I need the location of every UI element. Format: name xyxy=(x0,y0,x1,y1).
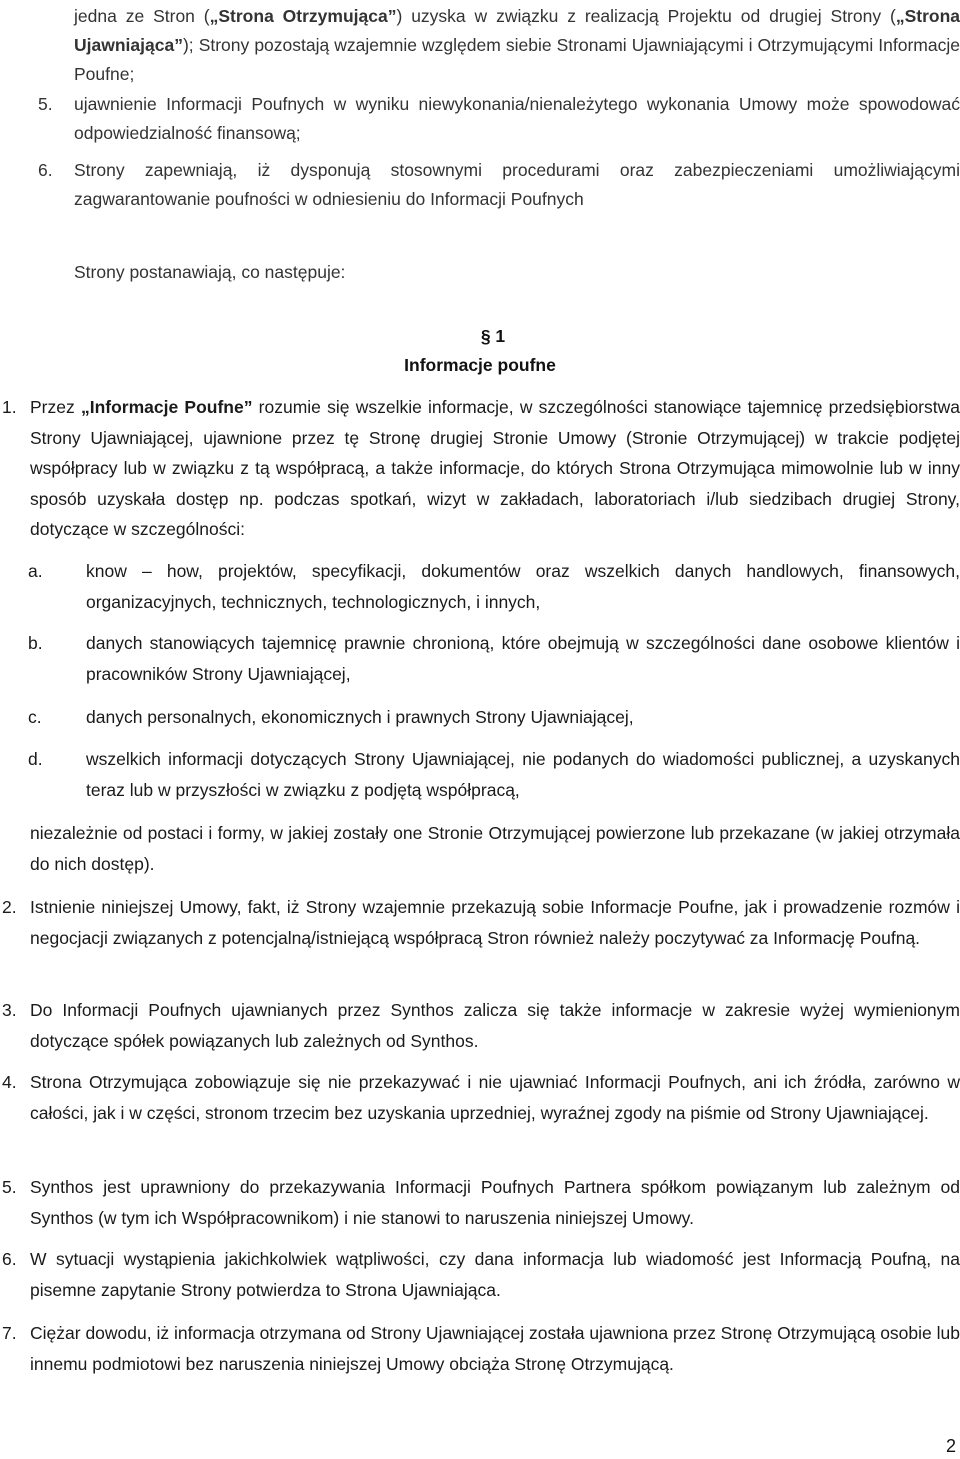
sub-item-text: danych stanowiących tajemnicę prawnie chronioną, które obejmują w szczególności dane osobowe klientów i pracowników Strony Ujawniającej, xyxy=(86,633,960,684)
section-symbol xyxy=(0,321,960,351)
page-number: 2 xyxy=(945,1436,956,1456)
clause-7 xyxy=(2,1318,960,1379)
defined-term-disclosing: „Strona Ujawniająca” xyxy=(74,6,960,55)
sub-item-text: danych personalnych, ekonomicznych i prawnych Strony Ujawniającej, xyxy=(86,707,634,727)
clause-text: Przez xyxy=(30,397,81,417)
defined-term-confidential: „Informacje Poufne” xyxy=(80,397,253,417)
clause-number: 3. xyxy=(2,1000,17,1020)
clause-1 xyxy=(2,392,960,545)
resolution-statement: Strony postanawiają, co następuje: xyxy=(74,262,346,282)
clause-number: 6. xyxy=(2,1249,17,1269)
clause-text: Strona Otrzymująca zobowiązuje się nie przekazywać i nie ujawniać Informacji Poufnych, ani ich źródła, zarówno w całości, jak i w części, stronom trzecim bez uzyskania uprzedniej, wyraźnej zgody na piśmie od Strony Ujawniającej. xyxy=(30,1072,960,1123)
clause-text: Istnienie niniejszej Umowy, fakt, iż Strony wzajemnie przekazują sobie Informacje Poufne, jak i prowadzenie rozmów i negocjacji związanych z potencjalną/istniejącą współpracą Stron również należy poczytywać za Informację Poufną. xyxy=(30,897,960,948)
clause-text: Synthos jest uprawniony do przekazywania Informacji Poufnych Partnera spółkom powiązanym lub zależnym od Synthos (w tym ich Współpracownikom) i nie stanowi to naruszenia niniejszej Umowy. xyxy=(30,1177,960,1228)
intro-item-number: 6. xyxy=(38,160,53,180)
clause-text: rozumie się wszelkie informacje, w szczególności stanowiące tajemnicę przedsiębiorstwa Strony Ujawniającej, ujawnione przez tę Stronę drugiej Stronie Umowy (Stronie Otrzymującej) w trakcie podjętej współpracy lub w związku z tą współpracą, a także informacje, do których Strona Otrzymująca mimowolnie lub w inny sposób uzyskała dostęp np. podczas spotkań, wizyt w zakładach, laboratoriach i/lub siedzibach drugiej Strony, dotyczące w szczególności: xyxy=(30,397,960,539)
clause-6 xyxy=(2,1244,960,1305)
clause-2 xyxy=(2,892,960,953)
sub-item-text: know – how, projektów, specyfikacji, dokumentów oraz wszelkich danych handlowych, finansowych, organizacyjnych, technicznych, technologicznych, i innych, xyxy=(86,561,960,612)
clause-number: 5. xyxy=(2,1177,17,1197)
clause-3 xyxy=(2,995,960,1056)
sub-item-letter: c. xyxy=(28,707,42,727)
clause-text: Ciężar dowodu, iż informacja otrzymana od Strony Ujawniającej została ujawniona przez Stronę Otrzymującą osobie lub innemu podmiotowi bez naruszenia niniejszej Umowy obciąża Stronę Otrzymującą. xyxy=(30,1323,960,1374)
sub-item-letter: a. xyxy=(28,561,43,581)
clause-number: 2. xyxy=(2,897,17,917)
intro-text-a: jedna ze Stron ( xyxy=(74,6,210,26)
clause-text: Do Informacji Poufnych ujawnianych przez Synthos zalicza się także informacje w zakresie wyżej wymienionym dotyczące spółek powiązanych lub zależnych od Synthos. xyxy=(30,1000,960,1051)
intro-item-6 xyxy=(38,156,960,214)
clause-number: 1. xyxy=(2,397,17,417)
clause-text: W sytuacji wystąpienia jakichkolwiek wątpliwości, czy dana informacja lub wiadomość jest Informacją Poufną, na pisemne zapytanie Strony potwierdza to Strona Ujawniająca. xyxy=(30,1249,960,1300)
clause-4 xyxy=(2,1067,960,1128)
defined-term-receiving: „Strona Otrzymująca” xyxy=(209,6,397,26)
clause-number: 4. xyxy=(2,1072,17,1092)
intro-item-text: Strony zapewniają, iż dysponują stosownymi procedurami oraz zabezpieczeniami umożliwiającymi zagwarantowanie poufności w odniesieniu do Informacji Poufnych xyxy=(74,160,960,209)
clause-number: 7. xyxy=(2,1323,17,1343)
intro-text-c: ) uzyska w związku z realizacją Projektu od drugiej Strony ( xyxy=(396,6,896,26)
sub-item-letter: d. xyxy=(28,749,43,769)
section-title: Informacje poufne xyxy=(404,355,556,375)
clause-5 xyxy=(2,1172,960,1233)
section-symbol-text: § 1 xyxy=(480,326,506,346)
sub-item-a xyxy=(28,556,960,617)
intro-item-number: 5. xyxy=(38,94,53,114)
clause-1-closing: niezależnie od postaci i formy, w jakiej zostały one Stronie Otrzymującej powierzone lub przekazane (w jakiej otrzymała do nich dostęp). xyxy=(30,823,960,874)
sub-item-b xyxy=(28,628,960,689)
sub-item-text: wszelkich informacji dotyczących Strony Ujawniającej, nie podanych do wiadomości publicznej, a uzyskanych teraz lub w przyszłości w związku z podjętą współpracą, xyxy=(86,749,960,800)
sub-item-d xyxy=(28,744,960,805)
intro-item-5 xyxy=(38,90,960,148)
intro-paragraph xyxy=(74,2,960,89)
intro-item-text: ujawnienie Informacji Poufnych w wyniku niewykonania/nienależytego wykonania Umowy może spowodować odpowiedzialność finansową; xyxy=(74,94,960,143)
sub-item-c xyxy=(28,702,960,733)
intro-text-e: ); Strony pozostają wzajemnie względem siebie Stronami Ujawniającymi i Otrzymującymi Informacje Poufne; xyxy=(74,35,960,84)
sub-item-letter: b. xyxy=(28,633,43,653)
